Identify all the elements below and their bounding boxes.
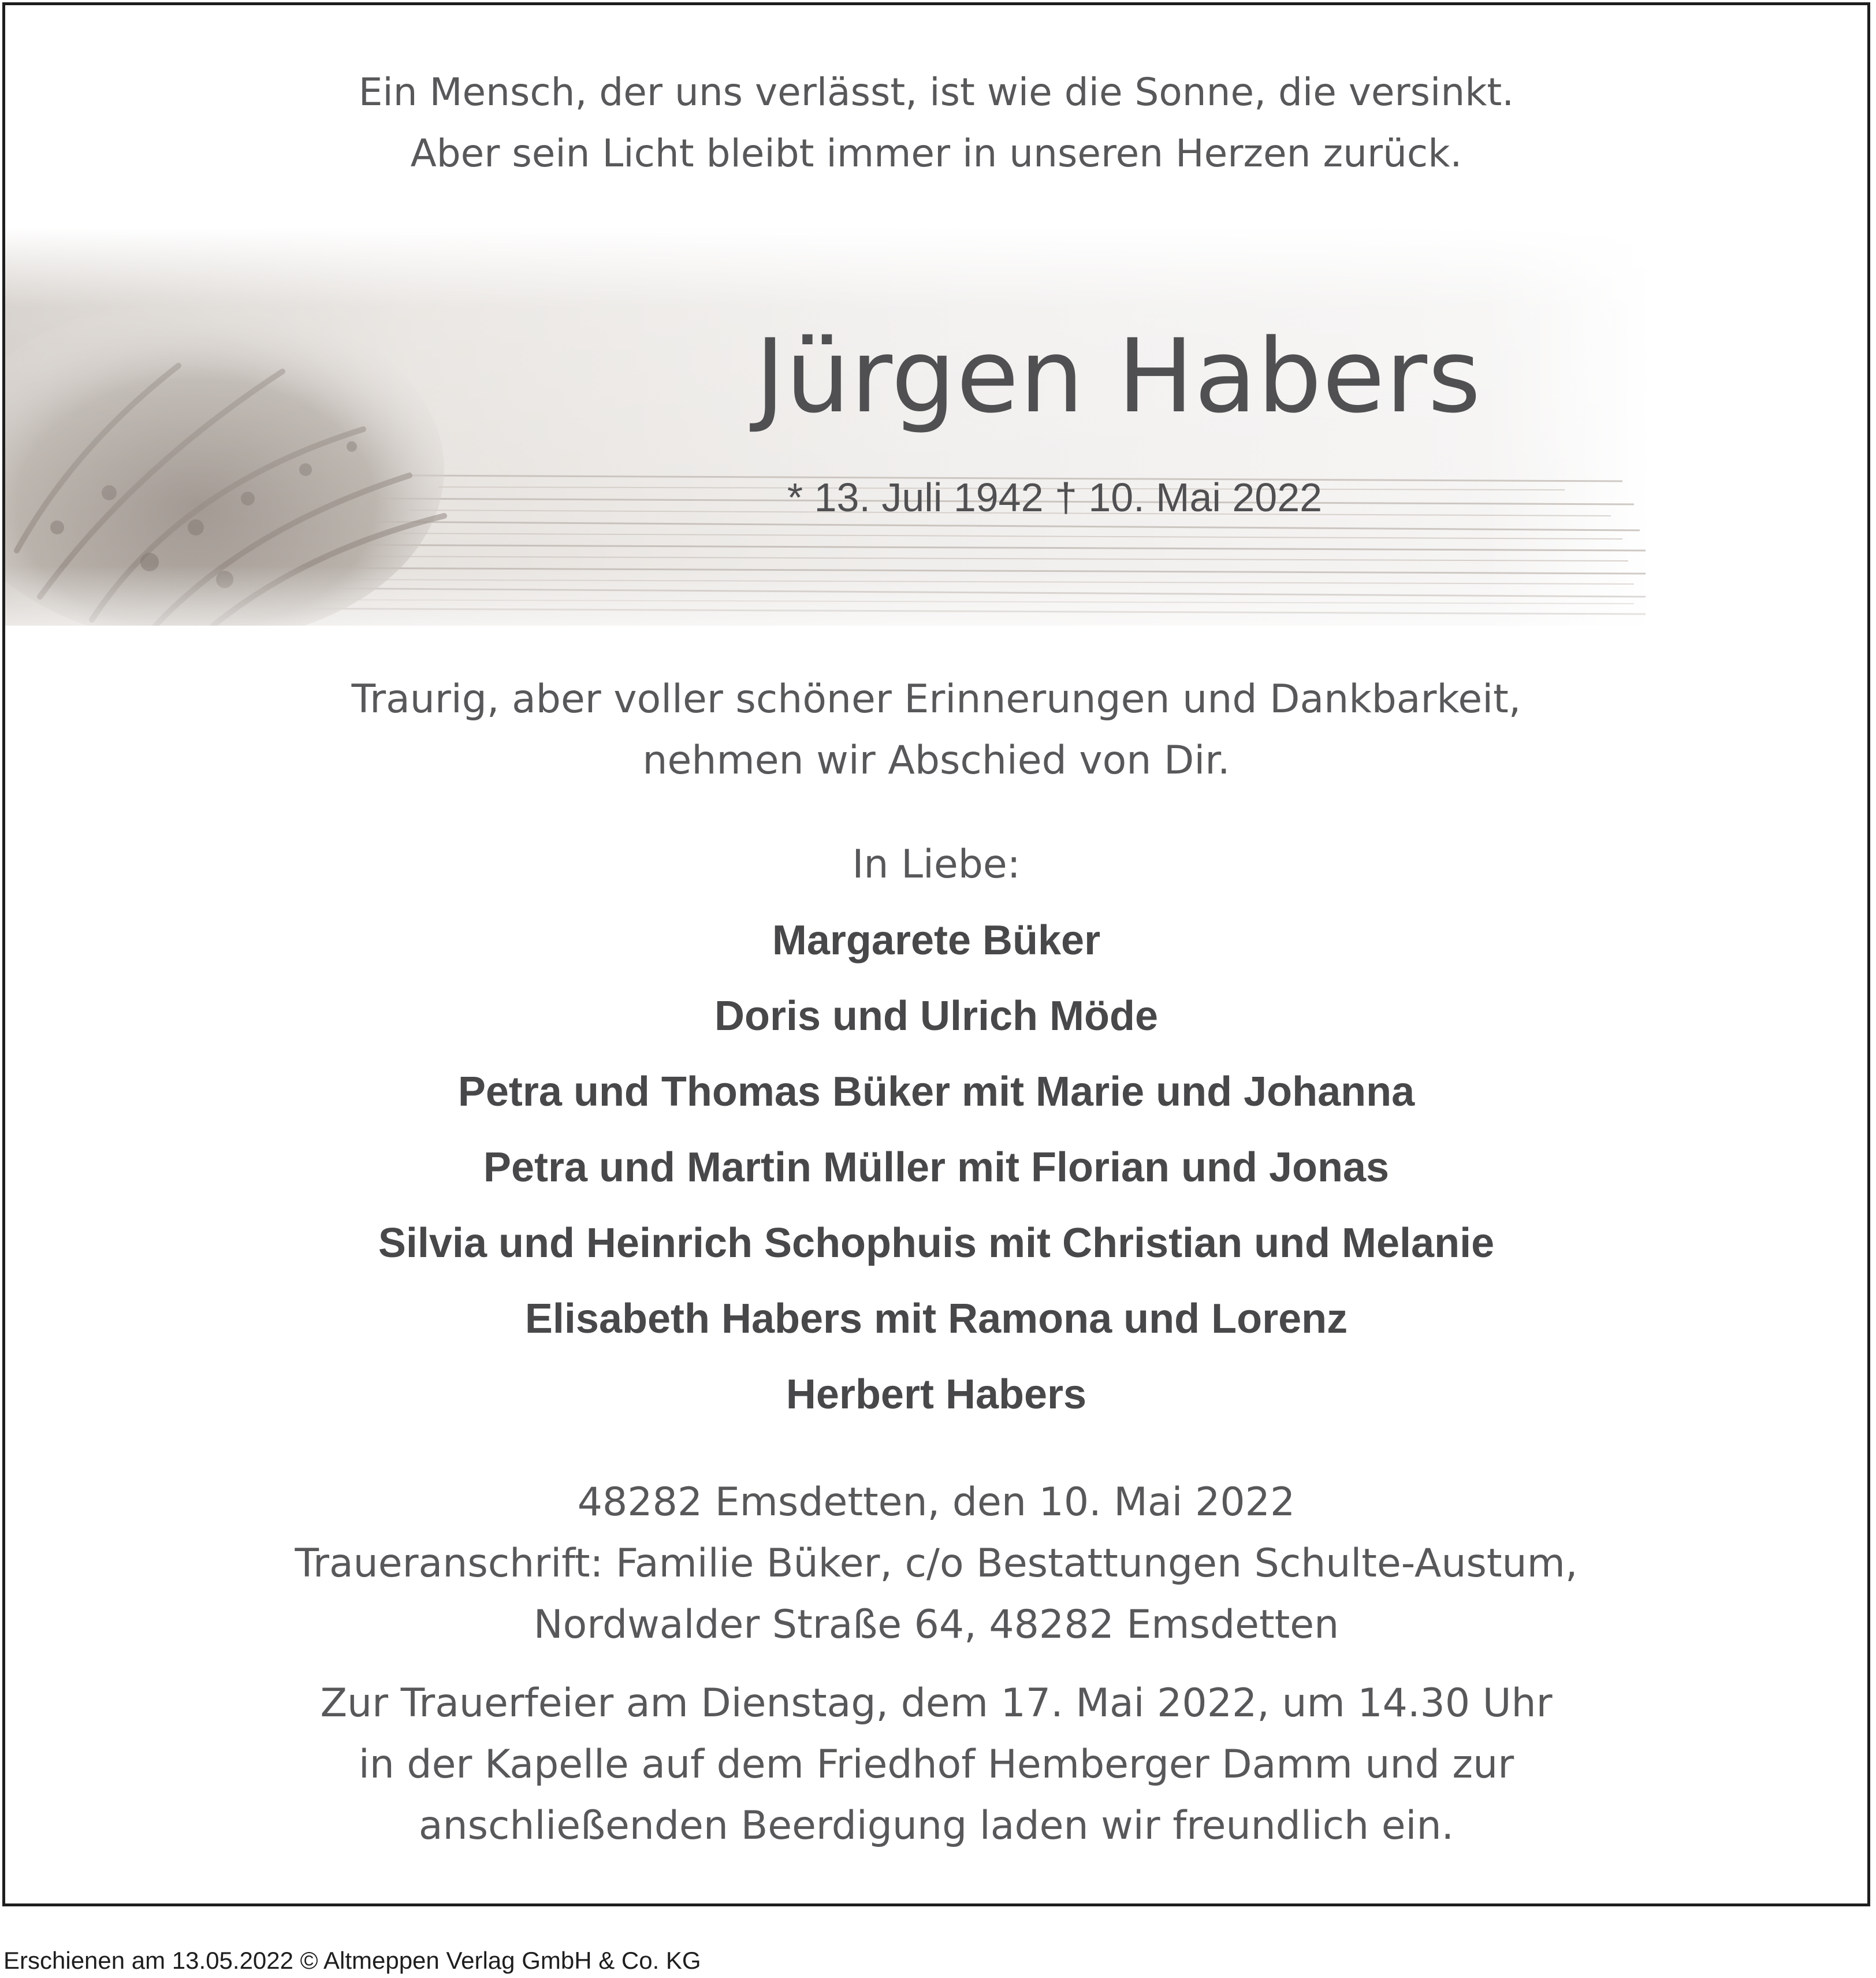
mourner-name: Margarete Büker: [772, 917, 1101, 964]
ceremony-line-3: anschließenden Beerdigung laden wir freundlich ein.: [418, 1803, 1454, 1849]
verse-line-1: Ein Mensch, der uns verlässt, ist wie die Sonne, die versinkt.: [358, 70, 1514, 114]
mourning-address-line-2: Nordwalder Straße 64, 48282 Emsdetten: [533, 1602, 1339, 1648]
deceased-name: Jürgen Habers: [755, 317, 1482, 436]
place-date-line: 48282 Emsdetten, den 10. Mai 2022: [577, 1479, 1296, 1525]
life-dates: * 13. Juli 1942 † 10. Mai 2022: [787, 475, 1323, 520]
mourner-name: Silvia und Heinrich Schophuis mit Christian und Melanie: [378, 1220, 1495, 1266]
farewell-line-2: nehmen wir Abschied von Dir.: [642, 738, 1230, 783]
mourner-name: Petra und Martin Müller mit Florian und Jonas: [483, 1144, 1390, 1191]
mourner-name: Petra und Thomas Büker mit Marie und Johanna: [457, 1069, 1415, 1115]
publication-footer: Erschienen am 13.05.2022 © Altmeppen Verlag GmbH & Co. KG: [3, 1947, 701, 1974]
mourner-name: Herbert Habers: [786, 1371, 1087, 1418]
ceremony-line-1: Zur Trauerfeier am Dienstag, dem 17. Mai 2022, um 14.30 Uhr: [320, 1680, 1553, 1726]
mourning-address-line-1: Traueranschrift: Familie Büker, c/o Bestattungen Schulte-Austum,: [295, 1541, 1578, 1586]
farewell-line-1: Traurig, aber voller schöner Erinnerungen und Dankbarkeit,: [351, 676, 1521, 722]
mourner-name: Elisabeth Habers mit Ramona und Lorenz: [524, 1296, 1348, 1342]
obituary-notice: [2, 2, 1870, 1906]
mourners-intro: In Liebe:: [852, 842, 1021, 887]
verse-line-2: Aber sein Licht bleibt immer in unseren Herzen zurück.: [410, 131, 1462, 176]
ceremony-line-2: in der Kapelle auf dem Friedhof Hemberger Damm und zur: [358, 1742, 1514, 1787]
mourner-name: Doris und Ulrich Möde: [714, 993, 1159, 1039]
